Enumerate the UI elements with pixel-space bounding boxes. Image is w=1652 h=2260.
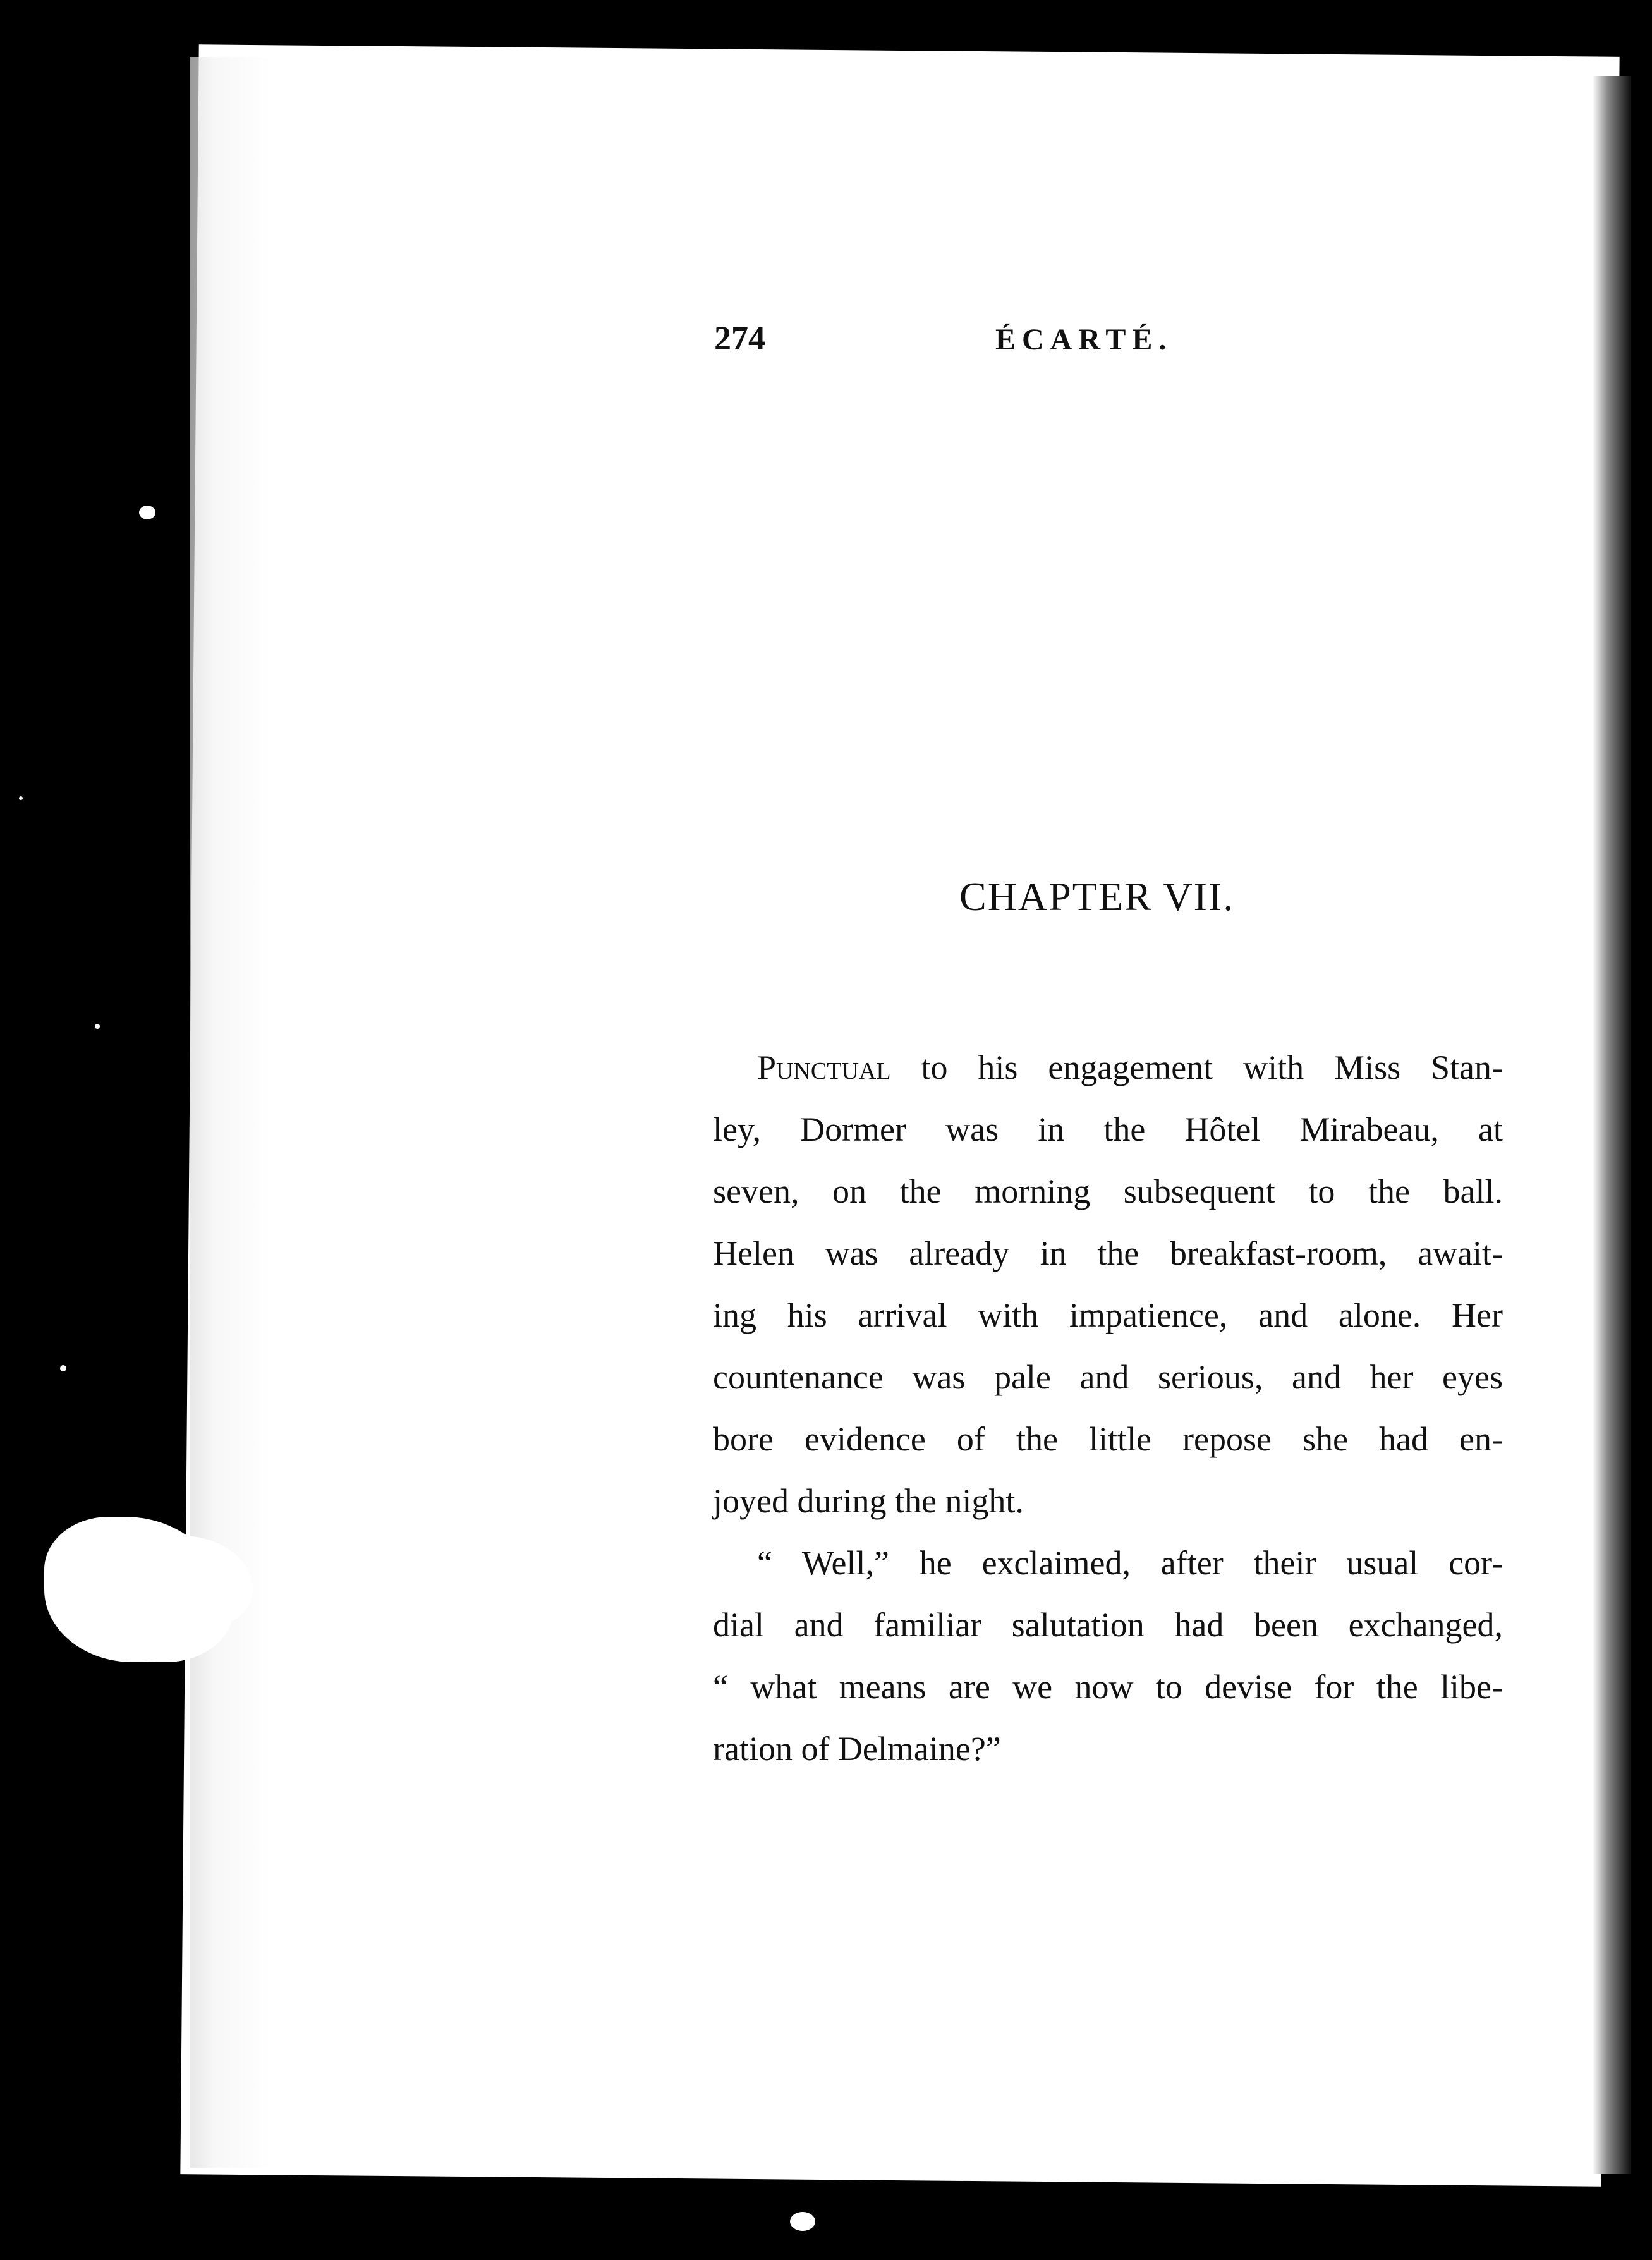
- page-header: [714, 319, 1201, 363]
- lead-word: Punctual: [757, 1048, 891, 1086]
- text-line: dial and familiar salutation had been exchanged,: [713, 1606, 1503, 1644]
- dust-speck: [790, 2212, 815, 2231]
- dust-speck: [19, 796, 23, 800]
- text-line: Helen was already in the breakfast-room, await-: [713, 1234, 1503, 1272]
- text-line: ley, Dormer was in the Hôtel Mirabeau, at: [713, 1110, 1503, 1148]
- text-line: joyed during the night.: [713, 1482, 1024, 1520]
- body-text: [713, 1036, 1503, 1780]
- text-line: ration of Delmaine?”: [713, 1730, 1001, 1768]
- text-line: [713, 1036, 1503, 1098]
- dust-speck: [297, 2155, 306, 2161]
- line-text: to his engagement with Miss Stan-: [890, 1048, 1503, 1086]
- text-line: seven, on the morning subsequent to the ball.: [713, 1172, 1503, 1210]
- page-stack-edge: [190, 57, 272, 2168]
- dust-speck: [95, 1024, 100, 1029]
- chapter-title: CHAPTER VII.: [959, 874, 1235, 919]
- dust-speck: [139, 506, 155, 519]
- text-line: bore evidence of the little repose she had en-: [713, 1420, 1503, 1458]
- text-line: “ what means are we now to devise for the libe-: [713, 1668, 1503, 1706]
- text-line: countenance was pale and serious, and her eyes: [713, 1358, 1503, 1396]
- text-line: ing his arrival with impatience, and alone. Her: [713, 1296, 1503, 1334]
- running-head: ÉCARTÉ.: [995, 323, 1173, 356]
- page-number: 274: [714, 319, 765, 357]
- page-gutter-shadow: [1593, 76, 1631, 2174]
- dust-speck: [60, 1365, 66, 1371]
- text-line: “ Well,” he exclaimed, after their usual cor-: [757, 1544, 1503, 1582]
